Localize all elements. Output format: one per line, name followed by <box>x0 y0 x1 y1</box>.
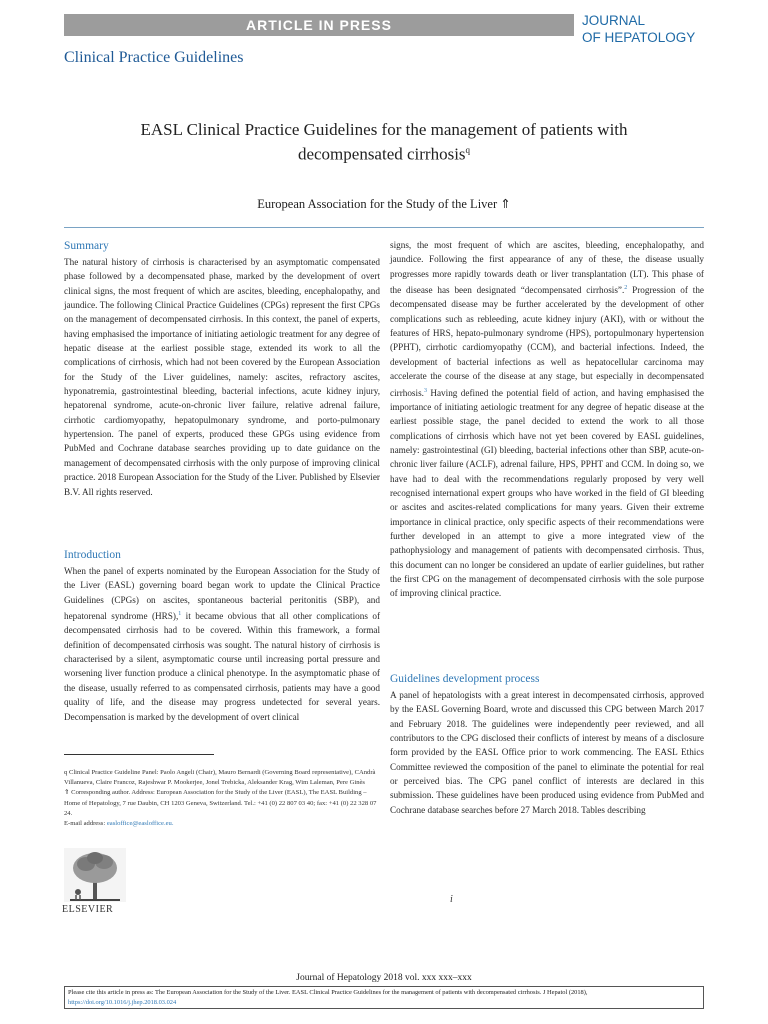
introduction-section <box>64 547 380 724</box>
publisher-name: ELSEVIER <box>62 904 114 915</box>
right-text-part-a: signs, the most frequent of which are ascites, bleeding, encephalopathy, and jaundice. Following the first appearance of any of these, the disease usually progresses more rapidly towards death or liver transplantation (LT). This phase of the disease has been designated “decompensated cirrhosis”. <box>390 240 704 296</box>
panel-footnote: q Clinical Practice Guideline Panel: Paolo Angeli (Chair), Mauro Bernardi (Governing Board representative), CAndrà Villanueva, Claire Francoz, Rajeshwar P. Mookerjee, Jonel Trebicka, Aleksander Krag, Wim Laleman, Pere Ginès <box>64 769 376 787</box>
journal-logo <box>582 12 695 46</box>
author-name: European Association for the Study of the Liver <box>257 197 498 211</box>
footer-journal-line: Journal of Hepatology 2018 vol. xxx xxx–xxx <box>296 973 472 983</box>
citation-box <box>64 986 704 1009</box>
right-text-part-b: Progression of the decompensated disease may be further accelerated by the development of other complications such as rebleeding, acute kidney injury (AKI), with or without the features of HRS, hepato-pulmonary syndrome (HPS), portopulmonary hypertension (PPHT), cirrhotic cardiomyopathy (CCM), and bacterial infections. Indeed, the development of bacterial infections as well as hepatocellular carcinoma may accelerate the course of the disease at any stage, but especially in decompensated cirrhosis. <box>390 285 704 398</box>
corresponding-author-mark[interactable]: ⇑ <box>500 197 511 211</box>
introduction-text <box>64 564 380 724</box>
article-title <box>64 120 704 165</box>
article-author <box>64 196 704 212</box>
title-footnote-mark: q <box>465 145 471 155</box>
title-line-1: EASL Clinical Practice Guidelines for the management of patients with <box>140 120 628 139</box>
intro-text-part-b: it became obvious that all other complications of decompensated cirrhosis had to be covered. Within this framework, a formal definition of decompensated cirrhosis was sought. The natural history of cirrhosis is characterised by a silent, asymptomatic course until increasing portal pressure and worsening liver function produce a clinical phenotype. In the asymptomatic phase of the disease, usually referred to as compensated cirrhosis, patients may have a good quality of life, and the disease may progress undetected for several years. Decompensation is marked by the development of overt clinical <box>64 611 380 722</box>
reference-link-3[interactable]: 3 <box>423 387 427 394</box>
corresponding-footnote: ⇑ Corresponding author. Address: European Association for the Study of the Liver (EASL), The EASL Building – Home of Hepatology, 7 rue Daubin, CH 1203 Geneva, Switzerland. Tel.: +41 (0) 22 807 03 40; fax: +41 (0) 22 328 07 24. <box>64 789 377 817</box>
section-heading: Clinical Practice Guidelines <box>64 49 244 66</box>
summary-text: The natural history of cirrhosis is characterised by an asymptomatic compensated phase followed by a decompensated phase, marked by the development of overt clinical signs, the most frequent of which are ascites, bleeding, encephalopathy, and jaundice. The following Clinical Practice Guidelines (CPGs) represent the first CPGs on the management of decompensated cirrhosis. In this context, the panel of experts, having emphasised the importance of initiating aetiologic treatment for any degree of hepatic disease at the earliest possible stage, extended its work to all the complications of cirrhosis, which had not been covered by the European Association for the Study of the Liver guidelines, namely: ascites, refractory ascites, hyponatremia, gastrointestinal bleeding, bacterial infections, acute kidney injury, hepatorenal syndrome, acute-on-chronic liver failure, relative adrenal failure, cirrhotic cardiomyopathy, hepatopulmonary syndrome, and porto-pulmonary hypertension. The panel of experts, produced these GPGs using evidence from PubMed and Cochrane database searches providing up to date guidance on the management of decompensated cirrhosis with the only purpose of improving clinical practice. 2018 European Association for the Study of the Liver. Published by Elsevier B.V. All rights reserved. <box>64 257 380 497</box>
email-footnote <box>64 819 380 829</box>
guidelines-heading: Guidelines development process <box>390 673 540 685</box>
page-number: i <box>450 894 453 905</box>
reference-link-1[interactable]: 1 <box>178 611 182 618</box>
footnote-divider <box>64 754 214 755</box>
reference-link-2[interactable]: 2 <box>624 285 628 292</box>
intro-text-part-a: When the panel of experts nominated by the European Association for the Study of the Liver (EASL) governing board began work to update the Clinical Practice Guidelines (CPGs) on ascites, spontaneous bacterial peritonitis (SBP), and hepatorenal syndrome (HRS), <box>64 566 380 622</box>
introduction-continued <box>390 238 704 601</box>
right-text-part-c: Having defined the potential field of action, and having emphasised the importance of initiating aetiologic treatment for any degree of hepatic disease at the earliest possible stage, the panel decided to extend the work to all those complications of cirrhosis which have not yet been covered by EASL guidelines, namely: gastrointestinal (GI) bleeding, bacterial infections other than SBP, acute-on-chronic liver failure (ACLF), adrenal failure, HPS, PPHT and CCM. In doing so, we have had to deal with the recommendations regularly proposed by very well recognised international expert groups who have worked in the field of GI bleeding or ascites and ascites-related complications for many years. Given their extreme importance in clinical practice, only specific aspects of their recommendations were further developed in an attempt to give a more integrated view of the pathophysiology and management of patients with decompensated cirrhosis. Thus, this document can no longer be considered an update of earlier guidelines, but rather the first CPG on the management of decompensated cirrhosis with the sole purpose of improving clinical practice. <box>390 387 704 599</box>
doi-link[interactable]: https://doi.org/10.1016/j.jhep.2018.03.024 <box>68 998 177 1006</box>
header-divider <box>64 227 704 228</box>
summary-heading: Summary <box>64 240 109 252</box>
guidelines-section <box>390 671 704 817</box>
summary-section <box>64 238 380 499</box>
elsevier-tree-icon <box>64 848 126 902</box>
email-label: E-mail address: <box>64 820 107 828</box>
introduction-heading: Introduction <box>64 549 121 561</box>
title-line-2: decompensated cirrhosis <box>297 144 466 164</box>
citation-text: Please cite this article in press as: The European Association for the Study of the Liver. EASL Clinical Practice Guidelines for the management of patients with decompensated cirrhosis. J Hepatol (2018), <box>68 989 588 996</box>
guidelines-text: A panel of hepatologists with a great interest in decompensated cirrhosis, approved by the EASL Governing Board, wrote and discussed this CPG between March 2017 and February 2018. The guidelines were independently peer reviewed, and all contributors to the CPG disclosed their conflicts of interest by means of a disclosure form provided by the EASL Office prior to work commencing. The EASL Ethics Committee reviewed the composition of the panel to eliminate the potential for real or perceived bias. The CPG panel conflict of interests are declared in this submission. These guidelines have been produced using evidence from PubMed and Cochrane database searches before 27 March 2018. Tables describing <box>390 690 704 815</box>
article-in-press-banner: ARTICLE IN PRESS <box>64 14 574 36</box>
email-link[interactable]: easloffice@easloffice.eu. <box>106 820 174 828</box>
journal-name-line1: JOURNAL <box>582 13 646 28</box>
journal-name-line2: OF HEPATOLOGY <box>582 30 696 45</box>
footnotes <box>64 768 380 829</box>
right-column-text <box>390 238 704 601</box>
